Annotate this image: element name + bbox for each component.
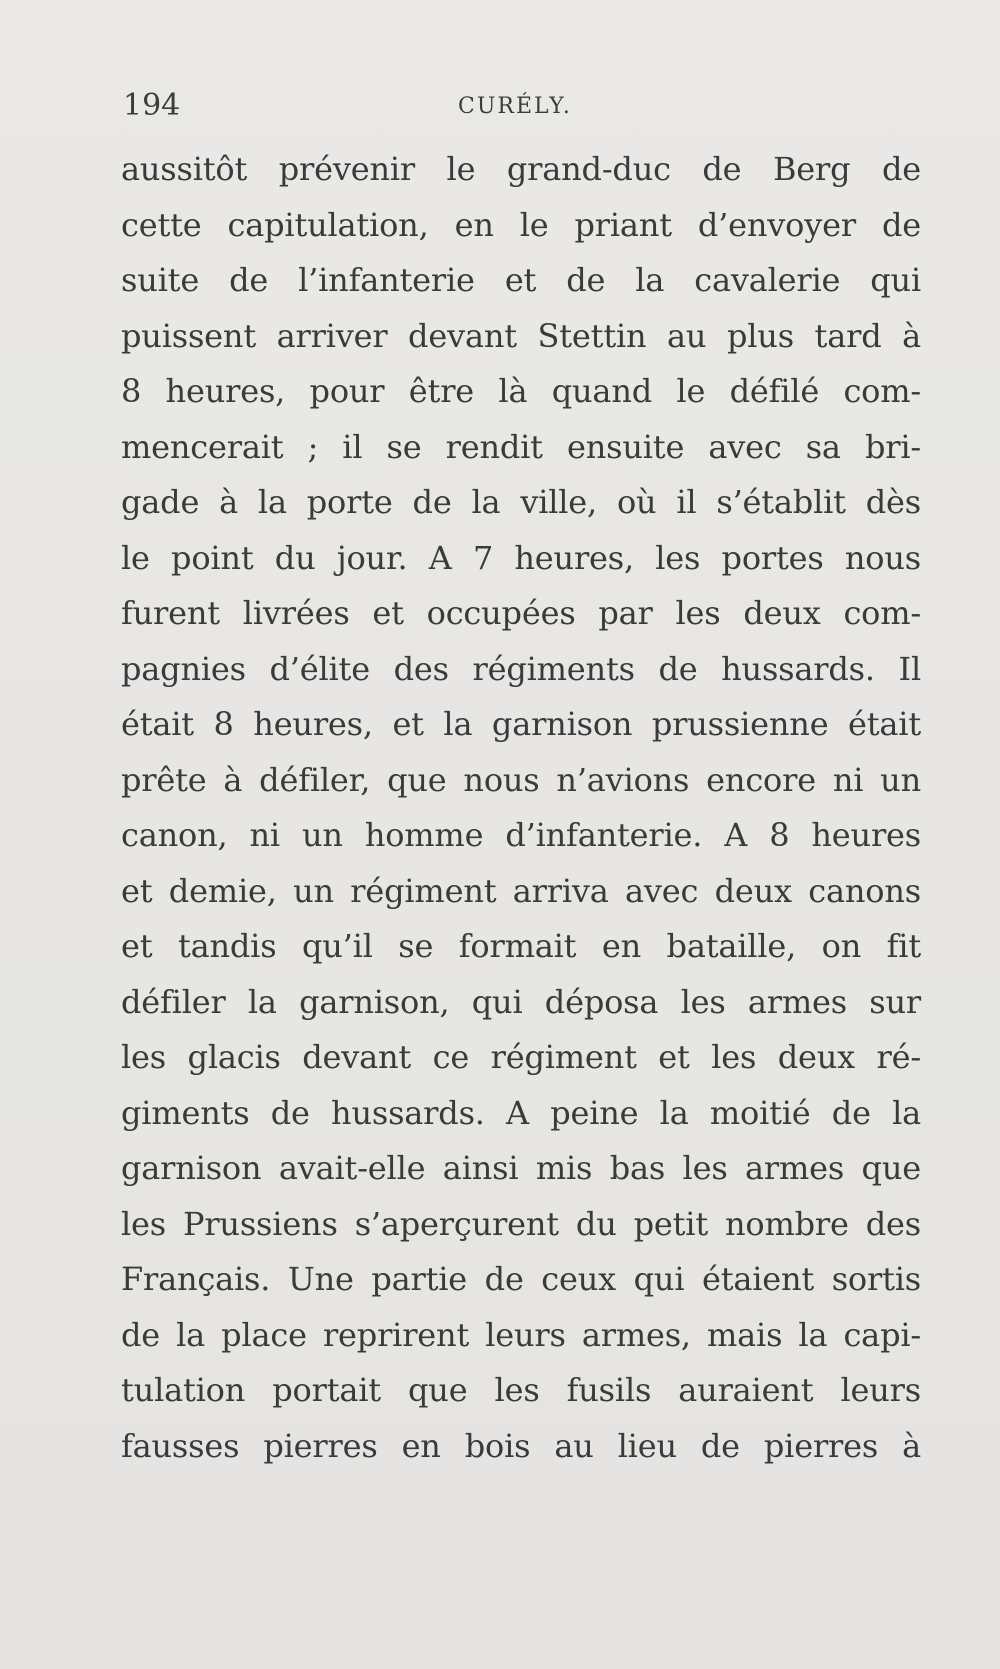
text-line: fausses pierres en bois au lieu de pierres à [121, 1426, 921, 1465]
text-line: canon, ni un homme d’infanterie. A 8 heures [121, 816, 921, 854]
text-line: et demie, un régiment arriva avec deux canons [121, 871, 921, 910]
text-line: aussitôt prévenir le grand-duc de Berg de [121, 150, 921, 188]
text-line: et tandis qu’il se formait en bataille, on fit [121, 927, 921, 965]
text-line: les glacis devant ce régiment et les deux ré- [121, 1038, 921, 1076]
text-line: prête à défiler, que nous n’avions encore ni un [121, 760, 921, 799]
text-line: défiler la garnison, qui déposa les armes sur [121, 982, 921, 1021]
text-line: giments de hussards. A peine la moitié de la [121, 1093, 921, 1132]
text-line: mencerait ; il se rendit ensuite avec sa bri- [121, 427, 921, 466]
text-line: était 8 heures, et la garnison prussienne était [121, 705, 921, 743]
text-line: suite de l’infanterie et de la cavalerie qui [121, 261, 921, 299]
running-title: CURÉLY. [458, 94, 572, 119]
page-number: 194 [123, 88, 181, 123]
text-line: pagnies d’élite des régiments de hussards. Il [121, 649, 921, 688]
text-line: furent livrées et occupées par les deux com- [121, 594, 921, 632]
body-text [121, 142, 921, 1474]
text-line: le point du jour. A 7 heures, les portes nous [121, 538, 921, 577]
text-line: garnison avait-elle ainsi mis bas les armes que [121, 1149, 921, 1187]
text-line: cette capitulation, en le priant d’envoyer de [121, 205, 921, 244]
text-line: Français. Une partie de ceux qui étaient sortis [121, 1260, 921, 1298]
text-line: puissent arriver devant Stettin au plus tard à [121, 316, 921, 355]
text-line: les Prussiens s’aperçurent du petit nombre des [121, 1204, 921, 1243]
running-head [123, 86, 923, 126]
text-line: tulation portait que les fusils auraient leurs [121, 1371, 921, 1409]
text-line: de la place reprirent leurs armes, mais la capi- [121, 1315, 921, 1354]
text-line: 8 heures, pour être là quand le défilé com- [121, 372, 921, 410]
text-line: gade à la porte de la ville, où il s’établit dès [121, 483, 921, 521]
